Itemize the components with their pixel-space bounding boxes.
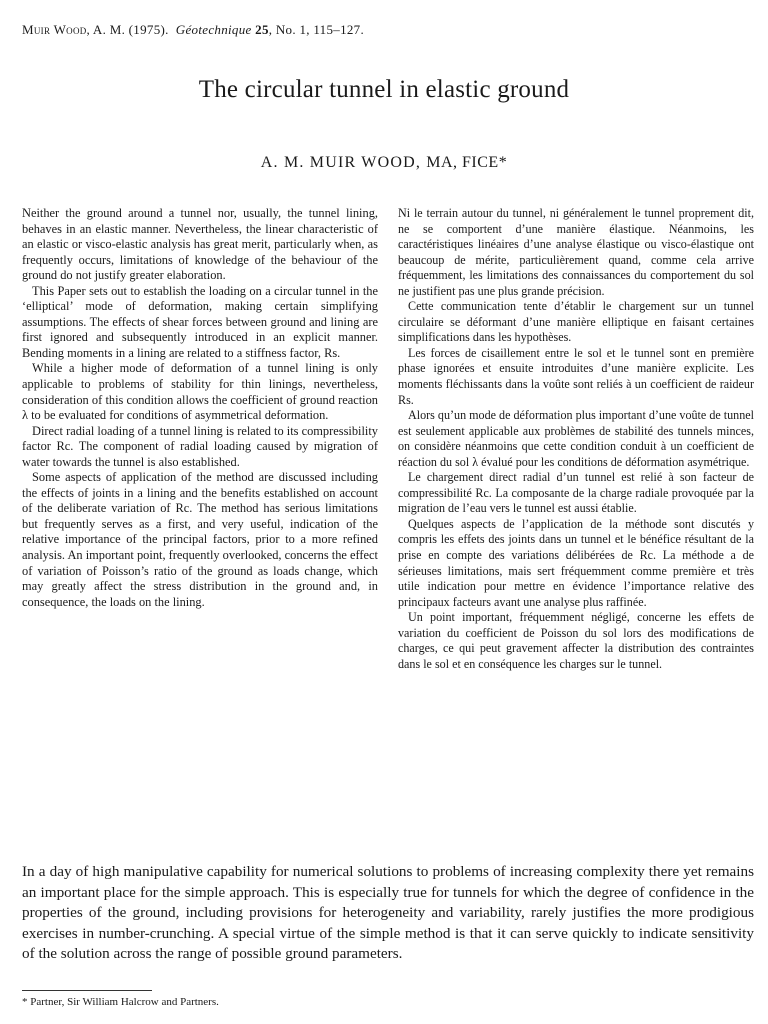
- abstract-en-paragraph: Some aspects of application of the method are discussed including the effects of joints in a lining and the benefits established on account of the deliberate variation of Rc. The method has serious limitations but frequently serves as a first, and very useful, indication of the relative importance of the principal factors, prior to a more refined analysis. An important point, frequently overlooked, concerns the effect of variation of Poisson’s ratio of the ground as loads change, which may greatly affect the stress distribution in the ground and, in consequence, the loads on the lining.: [22, 470, 378, 609]
- citation-volume: 25: [255, 22, 269, 37]
- abstract-fr-paragraph: Ni le terrain autour du tunnel, ni généralement le tunnel proprement dit, ne se comportent d’une manière élastique. Néanmoins, les caractéristiques linéaires d’une analyse élastique ou visco-élastique ont beaucoup de mérite, particulièrement quand, comme cela arrive fréquemment, les limitations des connaissances du comportement du sol ne justifient pas une plus grande précision.: [398, 206, 754, 298]
- author-qualifications: MA, FICE*: [426, 154, 508, 171]
- abstract-en-paragraph: Neither the ground around a tunnel nor, usually, the tunnel lining, behaves in an elastic manner. Nevertheless, the linear characteristic of an elastic or visco-elastic analysis has great merit, particularly when, as frequently occurs, limitations of knowledge of the behaviour of the ground do not justify greater elaboration.: [22, 206, 378, 283]
- journal-citation: [22, 22, 364, 38]
- abstract-fr-paragraph: Cette communication tente d’établir le chargement sur un tunnel circulaire se déformant d’une manière elliptique en faisant certaines simplifications dans les hypothèses.: [398, 299, 754, 345]
- abstract-french: [398, 206, 754, 672]
- citation-issue-pages: , No. 1, 115–127.: [268, 22, 365, 37]
- abstract-fr-paragraph: Les forces de cisaillement entre le sol et le tunnel sont en première phase ignorées et ensuite introduites d’une manière explicite. Les moments fléchissants dans la voûte sont reliés à un coefficient de raideur Rs.: [398, 345, 754, 407]
- abstract-en-paragraph: While a higher mode of deformation of a tunnel lining is only applicable to problems of stability for thin linings, nevertheless, consideration of this condition allows the coefficient of ground reaction λ to be evaluated for conditions of asymmetrical deformation.: [22, 361, 378, 423]
- abstract-fr-paragraph: Quelques aspects de l’application de la méthode sont discutés y compris les effets des joints dans un tunnel et le bénéfice résultant de la prise en compte des variations délibérées de Rc. La méthode a de sérieuses limitations, mais sert fréquemment comme première et très utile indication pour mettre en évidence l’importance relative des principaux facteurs avant une analyse plus raffinée.: [398, 516, 754, 609]
- citation-author-names: Muir Wood: [22, 22, 87, 37]
- author-name: A. M. MUIR WOOD,: [260, 154, 422, 171]
- paper-title: The circular tunnel in elastic ground: [198, 76, 570, 103]
- footnote-divider: [22, 990, 152, 991]
- abstract-fr-paragraph: Alors qu’un mode de déformation plus important d’une voûte de tunnel est seulement applicable aux problèmes de stabilité des tunnels minces, on considère néanmoins que cette condition conduit à un coefficient de réaction du sol λ évalué pour les conditions de déformation asymétrique.: [398, 408, 754, 469]
- abstract-fr-paragraph: Un point important, fréquemment négligé, concerne les effets de variation du coefficient de Poisson du sol lors des modifications de charges, ce qui peut gravement affecter la distribution des contraintes dans le sol et en conséquence les charges sur le tunnel.: [398, 610, 754, 671]
- introduction-paragraph: In a day of high manipulative capability for numerical solutions to problems of increasing complexity there yet remains an important place for the simple approach. This is especially true for tunnels for which the degree of confidence in the properties of the ground, including provisions for heterogeneity and variability, rarely justifies the more prodigious exercises in number-crunching. A special virtue of the simple method is that it can serve quickly to indicate sensitivity of the solution across the range of possible ground parameters.: [22, 863, 754, 963]
- abstract-en-paragraph: This Paper sets out to establish the loading on a circular tunnel in the ‘elliptical’ mode of deformation, making certain simplifying assumptions. The effects of shear forces between ground and lining are first ignored and subsequently introduced in an explicit manner. Bending moments in a lining are related to a stiffness factor, Rs.: [22, 283, 378, 360]
- abstract-english: [22, 206, 378, 610]
- author-line: [0, 154, 768, 172]
- citation-author-initials: , A. M. (1975).: [86, 22, 169, 37]
- citation-journal: Géotechnique: [175, 22, 252, 37]
- footnote: * Partner, Sir William Halcrow and Partners.: [22, 996, 219, 1008]
- abstract-fr-paragraph: Le chargement direct radial d’un tunnel est relié à son facteur de compressibilité Rc. La composante de la charge radiale provoquée par la migration de l’eau vers le tunnel est aussi établie.: [398, 470, 754, 516]
- abstract-en-paragraph: Direct radial loading of a tunnel lining is related to its compressibility factor Rc. The component of radial loading caused by migration of water towards the tunnel is also established.: [22, 423, 378, 469]
